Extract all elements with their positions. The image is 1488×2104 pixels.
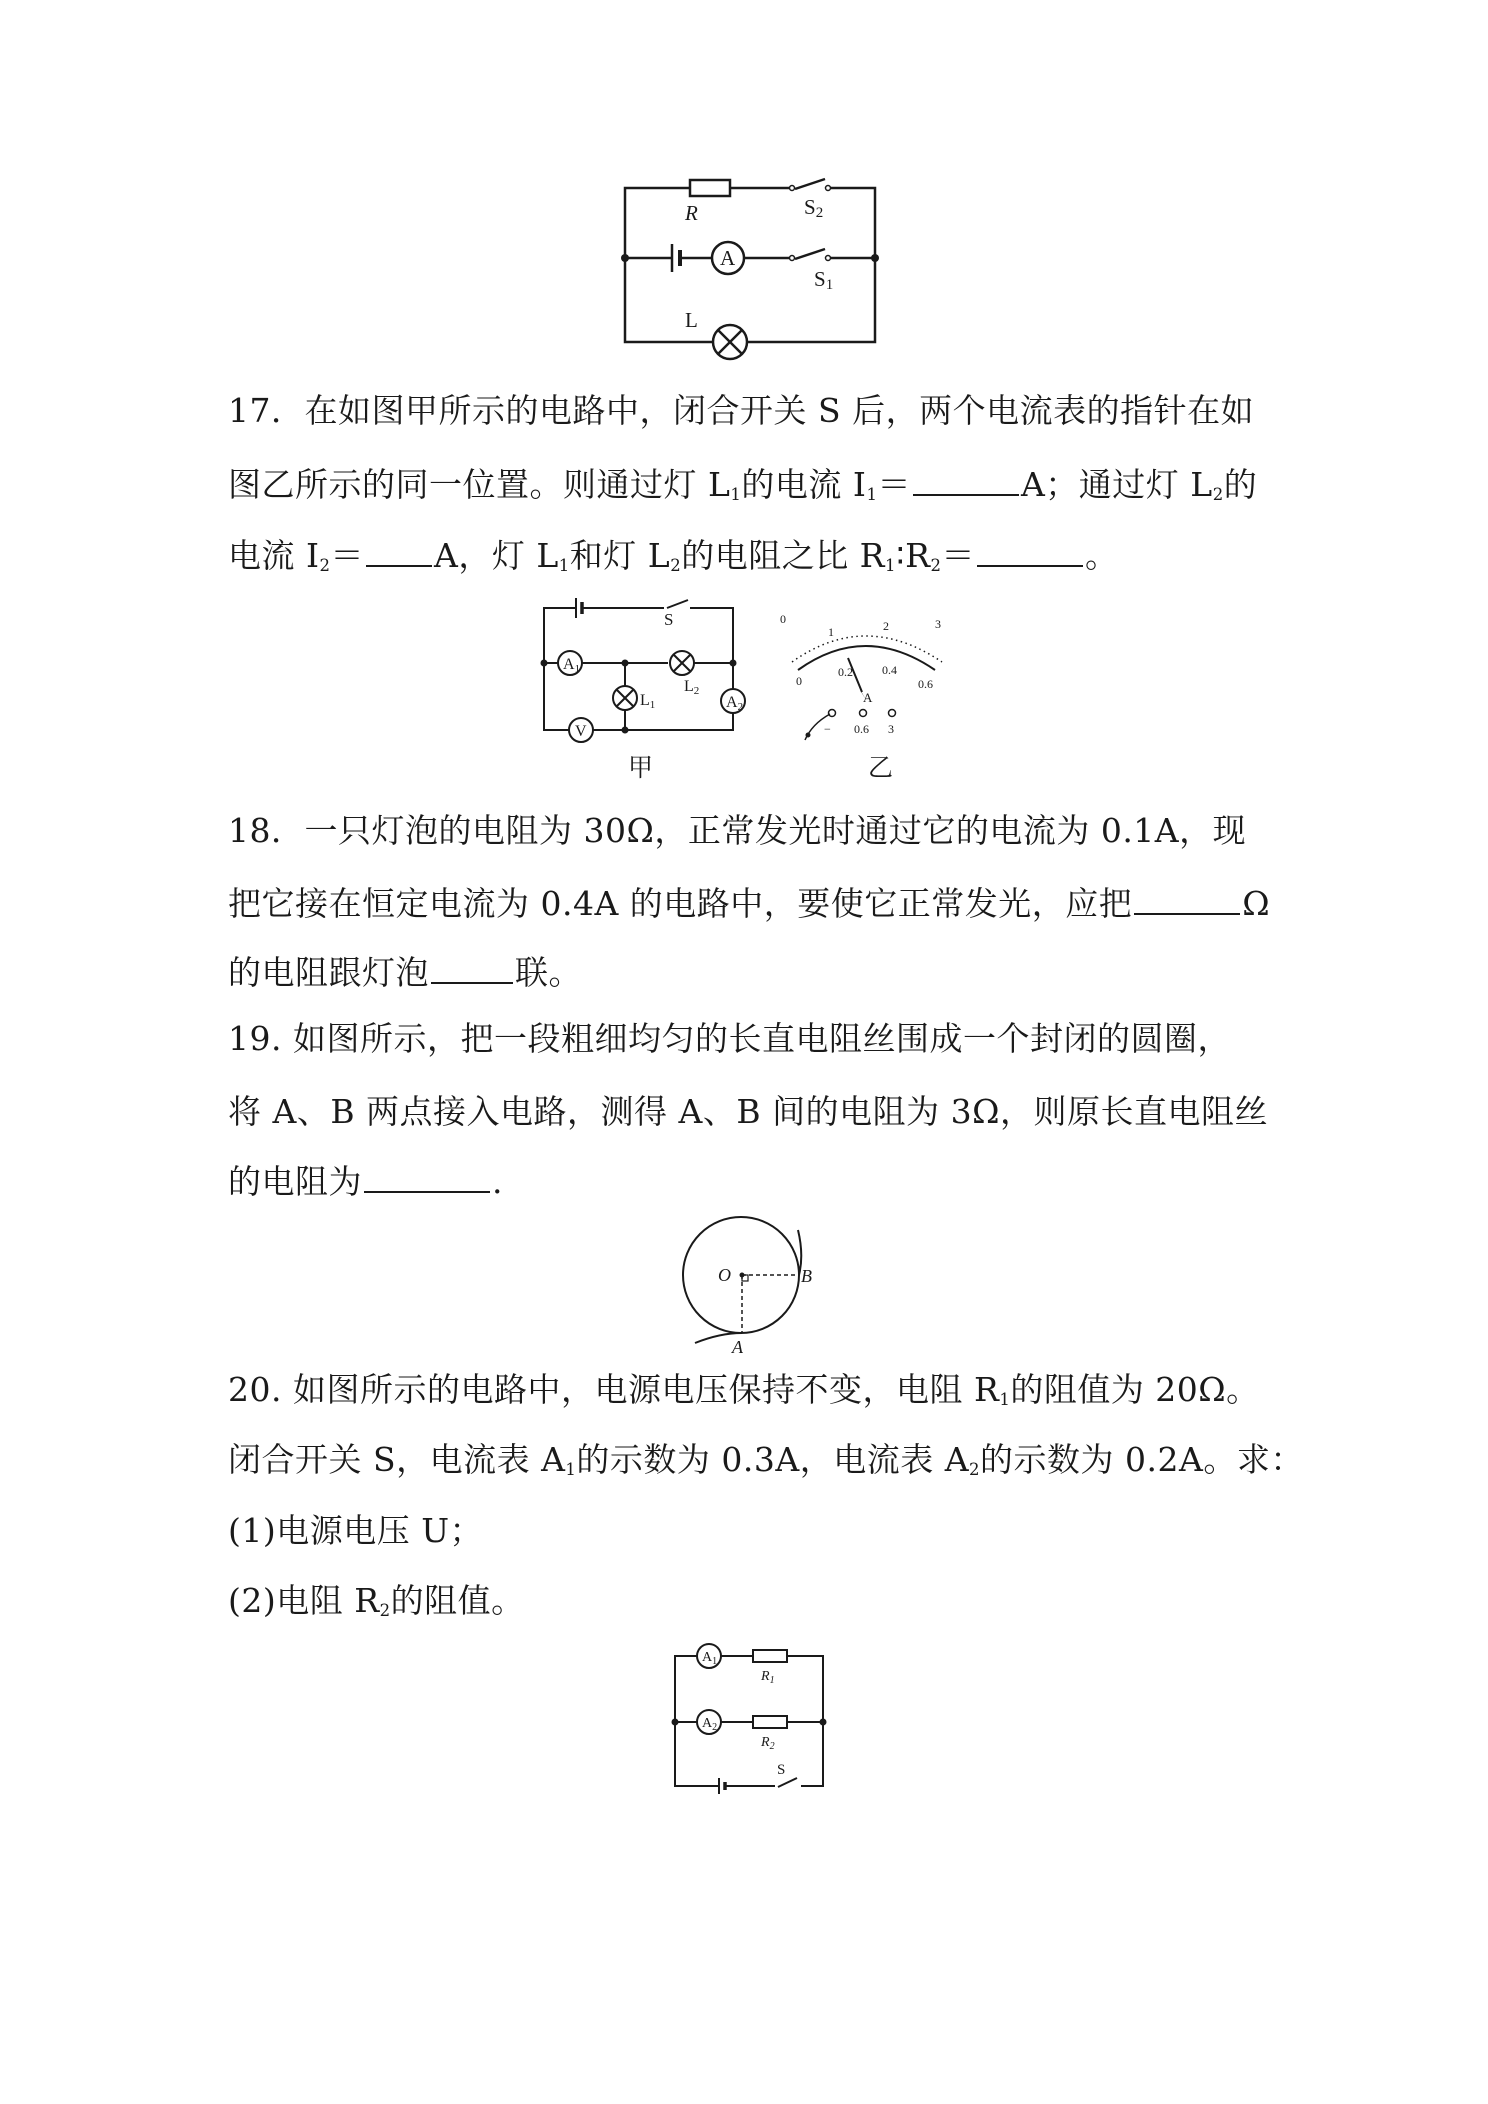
answer-blank-i2[interactable] <box>366 537 432 567</box>
label-r: R <box>685 201 698 225</box>
terminal-0.6: 0.6 <box>854 722 869 736</box>
voltmeter-label: V <box>575 723 587 740</box>
label-b: B <box>801 1266 812 1286</box>
ammeter-label: A <box>720 246 736 270</box>
circuit-diagram-q20 <box>665 1638 835 1798</box>
q19-line1: 19. 如图所示，把一段粗细均匀的长直电阻丝围成一个封闭的圆圈， <box>228 1019 1231 1058</box>
q20-line1: 20. 如图所示的电路中，电源电压保持不变，电阻 $R_1$的阻值为 20Ω。 <box>228 1370 1260 1410</box>
terminal-3: 3 <box>888 722 894 736</box>
q18-line3: 的电阻跟灯泡 联。 <box>228 953 582 992</box>
q20-sub2: (2)电阻 $R_2$的阻值。 <box>228 1581 525 1621</box>
label-r2: $R_2$ <box>761 1735 775 1752</box>
ammeter-a2-label: A2 <box>726 694 744 713</box>
label-o: O <box>718 1265 731 1285</box>
terminal-negative: − <box>824 722 831 736</box>
label-s2: S2 <box>804 195 824 221</box>
wire-loop-diagram <box>680 1215 830 1355</box>
ammeter-a2-label: $A_2$ <box>702 1716 718 1733</box>
q19-line3: 的电阻为 . <box>228 1162 503 1201</box>
dial-top-tick-2: 2 <box>883 619 889 633</box>
circuit-diagram-q16 <box>600 170 900 360</box>
dial-unit: A <box>863 690 873 705</box>
dial-top-tick-3: 3 <box>935 617 941 631</box>
answer-blank-ratio[interactable] <box>977 537 1083 567</box>
label-s: S <box>664 610 674 629</box>
dial-bottom-tick-04: 0.4 <box>882 663 897 677</box>
ammeter-dial-yi <box>770 608 970 743</box>
label-l: L <box>685 308 698 332</box>
label-r1: $R_1$ <box>761 1669 775 1686</box>
ammeter-a1-label: A1 <box>563 656 581 675</box>
q19-line2: 将 A、B 两点接入电路，测得 A、B 间的电阻为 3Ω，则原长直电阻丝 <box>228 1092 1268 1131</box>
caption-yi: 乙 <box>868 753 894 782</box>
dial-bottom-tick-06: 0.6 <box>918 677 933 691</box>
q20-line2: 闭合开关 S，电流表 $A_1$的示数为 0.3A，电流表 $A_2$的示数为 0.2A。求： <box>228 1440 1304 1480</box>
q17-line1: 17．在如图甲所示的电路中，闭合开关 S 后，两个电流表的指针在如 <box>228 391 1255 430</box>
label-s: S <box>777 1762 786 1778</box>
q18-line1: 18．一只灯泡的电阻为 30Ω，正常发光时通过它的电流为 0.1A，现 <box>228 811 1247 850</box>
answer-blank-i1[interactable] <box>913 466 1019 496</box>
answer-blank-connection[interactable] <box>431 954 513 984</box>
q17-line3: 电流 $I_2= A$，灯 $L_1$和灯 $L_2$的电阻之比 $R_1∶R_2=$ 。 <box>228 536 1119 576</box>
dial-top-tick-0: 0 <box>780 612 786 626</box>
q20-sub1: (1)电源电压 U； <box>228 1511 484 1550</box>
label-l1: L1 <box>640 692 656 711</box>
label-l2: L2 <box>684 678 700 697</box>
q17-line2: 图乙所示的同一位置。则通过灯 $L_1$的电流 $I_1= A$；通过灯 $L_2$的 <box>228 465 1258 505</box>
dial-bottom-tick-02: 0.2 <box>838 665 853 679</box>
q18-line2: 把它接在恒定电流为 0.4A 的电路中，要使它正常发光，应把 Ω <box>228 884 1271 923</box>
dial-top-tick-1: 1 <box>828 625 834 639</box>
answer-blank-resistance[interactable] <box>1134 885 1240 915</box>
ammeter-a1-label: $A_1$ <box>702 1650 718 1667</box>
label-s1: S1 <box>814 267 834 293</box>
caption-jia: 甲 <box>628 753 654 782</box>
dial-bottom-tick-0: 0 <box>796 674 802 688</box>
answer-blank-original-resistance[interactable] <box>364 1163 490 1193</box>
label-a: A <box>732 1337 743 1357</box>
circuit-diagram-jia <box>536 590 744 740</box>
